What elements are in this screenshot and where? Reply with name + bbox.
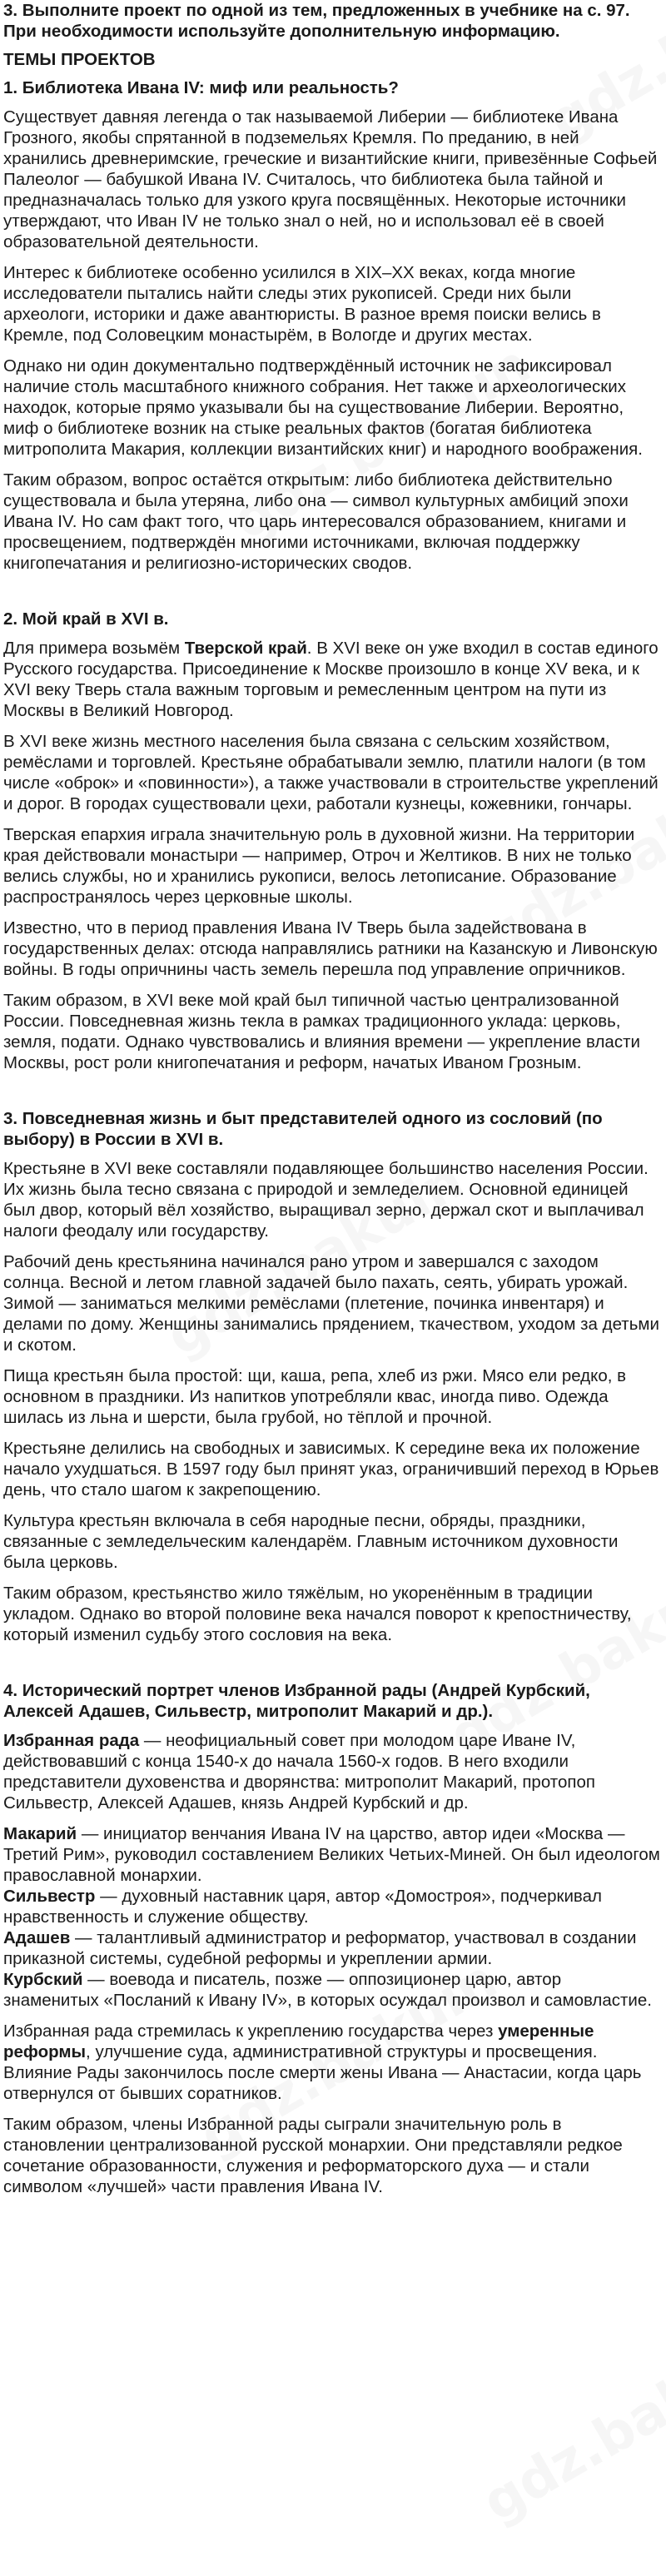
emphasis: умеренные реформы <box>3 2022 594 2061</box>
paragraph: Крестьяне делились на свободных и зависимых. К середине века их положение начало ухудшаться. В 1597 году был принят указ, ограничивший переход в Юрьев день, что стало шагом к закрепощению. <box>3 1439 659 1499</box>
paragraph: Избранная рада стремилась к укреплению государства через умеренные реформы, улучшение суда, административной структуры и просвещения. Влияние Рады закончилось после смерти жены Ивана — Анастасии, когда царь отвернулся от бывших соратников. <box>3 2022 642 2103</box>
section-peasant-life <box>3 1108 661 1645</box>
emphasis: Избранная рада <box>3 1731 140 1750</box>
section-title: 2. Мой край в XVI в. <box>3 609 169 629</box>
member-list <box>3 1823 661 2011</box>
paragraph: Крестьяне в XVI веке составляли подавляющее большинство населения России. Их жизнь была тесно связана с природой и земледелием. Основной единицей был двор, который вёл хозяйство, выращивал зерно, держал скот и выплачивал налоги феодалу или государству. <box>3 1159 649 1241</box>
paragraph: Тверская епархия играла значительную роль в духовной жизни. На территории края действовали монастыри — например, Отроч и Желтиков. В них не только велись службы, но и хранились рукописи, велось летописание. Образование распространялось через церковные школы. <box>3 825 635 907</box>
member-kurbsky: Курбский — воевода и писатель, позже — оппозиционер царю, автор знаменитых «Посланий к Ивану IV», в которых осуждал произвол и самовластие. <box>3 1970 652 2010</box>
member-adashev: Адашев — талантливый администратор и реформатор, участвовал в создании приказной системы, судебной реформы и укреплении армии. <box>3 1928 637 1968</box>
task-statement: 3. Выполните проект по одной из тем, предложенных в учебнике на с. 97. При необходимости используйте дополнительную информацию. <box>3 1 630 41</box>
paragraph: Интерес к библиотеке особенно усилился в XIX–XX веках, когда многие исследователи пытались найти следы этих рукописей. Среди них были археологи, историки и даже авантюристы. В разное время поиски велись в Кремле, под Соловецким монастырём, в Вологде и других местах. <box>3 263 601 345</box>
paragraph: Для примера возьмём Тверской край. В XVI веке он уже входил в состав единого Русского государства. Присоединение к Москве произошло в конце XV века, и к XVI веку Тверь стала важным торговым и ремесленным центром на пути из Москвы в Великий Новгород. <box>3 639 659 720</box>
paragraph: Существует давняя легенда о так называемой Либерии — библиотеке Ивана Грозного, якобы спрятанной в подземельях Кремля. По преданию, в ней хранились древнеримские, греческие и византийские книги, привезённые Софьей Палеолог — бабушкой Ивана IV. Считалось, что библиотека была тайной и предназначалась только для узкого круга посвящённых. Некоторые источники утверждают, что Иван IV не только знал о ней, но и использовал её в своей образовательной деятельности. <box>3 107 658 251</box>
paragraph: В XVI веке жизнь местного населения была связана с сельским хозяйством, ремёслами и торговлей. Крестьяне обрабатывали землю, платили налоги (в том числе «оброк» и «повинности»), а также участвовали в строительстве укреплений и дорог. В городах существовали цехи, работали кузнецы, кожевники, гончары. <box>3 732 659 813</box>
section-my-region <box>3 609 661 1073</box>
topics-heading: ТЕМЫ ПРОЕКТОВ <box>3 50 156 69</box>
member-makariy: Макарий — инициатор венчания Ивана IV на царство, автор идеи «Москва — Третий Рим», руководил составлением Великих Четьих-Миней. Он был идеологом православной монархии. <box>3 1824 660 1885</box>
paragraph: Однако ни один документально подтверждённый источник не зафиксировал наличие столь масштабного книжного собрания. Нет также и археологических находок, которые прямо указывали бы на существование Либерии. Вероятно, миф о библиотеке возник на стыке реальных фактов (богатая библиотека митрополита Макария, коллекции византийских книг) и народного воображения. <box>3 356 643 459</box>
section-chosen-council <box>3 1680 661 2197</box>
watermark <box>483 2333 666 2517</box>
section-library <box>3 77 661 574</box>
paragraph: Культура крестьян включала в себя народные песни, обряды, праздники, связанные с земледельческим календарём. Главным источником духовности была церковь. <box>3 1511 619 1572</box>
paragraph: Известно, что в период правления Ивана IV Тверь была задействована в государственных делах: отсюда направлялись ратники на Казанскую и Ливонскую войны. В годы опричнины часть земель перешла под управление опричников. <box>3 918 658 979</box>
section-title: 1. Библиотека Ивана IV: миф или реальность? <box>3 78 399 97</box>
paragraph: Таким образом, крестьянство жило тяжёлым, но укоренённым в традиции укладом. Однако во второй половине века начался поворот к крепостничеству, который изменил судьбу этого сословия на века. <box>3 1584 632 1644</box>
paragraph: Избранная рада — неофициальный совет при молодом царе Иване IV, действовавший с конца 1540-х до начала 1560-х годов. В него входили представители духовенства и дворянства: митрополит Макарий, протопоп Сильвестр, Алексей Адашев, князь Андрей Курбский и др. <box>3 1731 595 1813</box>
emphasis: Тверской край <box>184 639 307 658</box>
paragraph: Рабочий день крестьянина начинался рано утром и завершался с заходом солнца. Весной и летом главной задачей было пахать, сеять, убирать урожай. Зимой — заниматься мелкими ремёслами (плетение, починка инвентаря) и делами по дому. Женщины занимались прядением, ткачеством, уходом за детьми и скотом. <box>3 1252 659 1355</box>
section-title: 4. Исторический портрет членов Избранной рады (Андрей Курбский, Алексей Адашев, Сильвестр, митрополит Макарий и др.). <box>3 1681 590 1721</box>
paragraph: Пища крестьян была простой: щи, каша, репа, хлеб из ржи. Мясо ели редко, в основном в праздники. Из напитков употребляли квас, иногда пиво. Одежда шилась из льна и шерсти, была грубой, но тёплой и прочной. <box>3 1366 627 1427</box>
member-silvestr: Сильвестр — духовный наставник царя, автор «Домостроя», подчеркивал нравственность и служение обществу. <box>3 1887 602 1927</box>
section-title: 3. Повседневная жизнь и быт представителей одного из сословий (по выбору) в России в XVI в. <box>3 1109 603 1149</box>
paragraph: Таким образом, в XVI веке мой край был типичной частью централизованной России. Повседневная жизнь текла в рамках традиционного уклада: церковь, земля, подати. Однако чувствовались и влияния времени — укрепление власти Москвы, рост роли книгопечатания и реформ, начатых Иваном Грозным. <box>3 991 640 1072</box>
paragraph: Таким образом, члены Избранной рады сыграли значительную роль в становлении централизованной русской монархии. Они представляли редкое сочетание образованности, служения и реформаторского духа — и стали символом «лучшей» части правления Ивана IV. <box>3 2115 623 2196</box>
paragraph: Таким образом, вопрос остаётся открытым: либо библиотека действительно существовала и была утеряна, либо она — символ культурных амбиций эпохи Ивана IV. Но сам факт того, что царь интересовался образованием, книгами и просвещением, подтверждён многими источниками, включая поддержку книгопечатания и религиозно-исторических сводов. <box>3 470 629 573</box>
